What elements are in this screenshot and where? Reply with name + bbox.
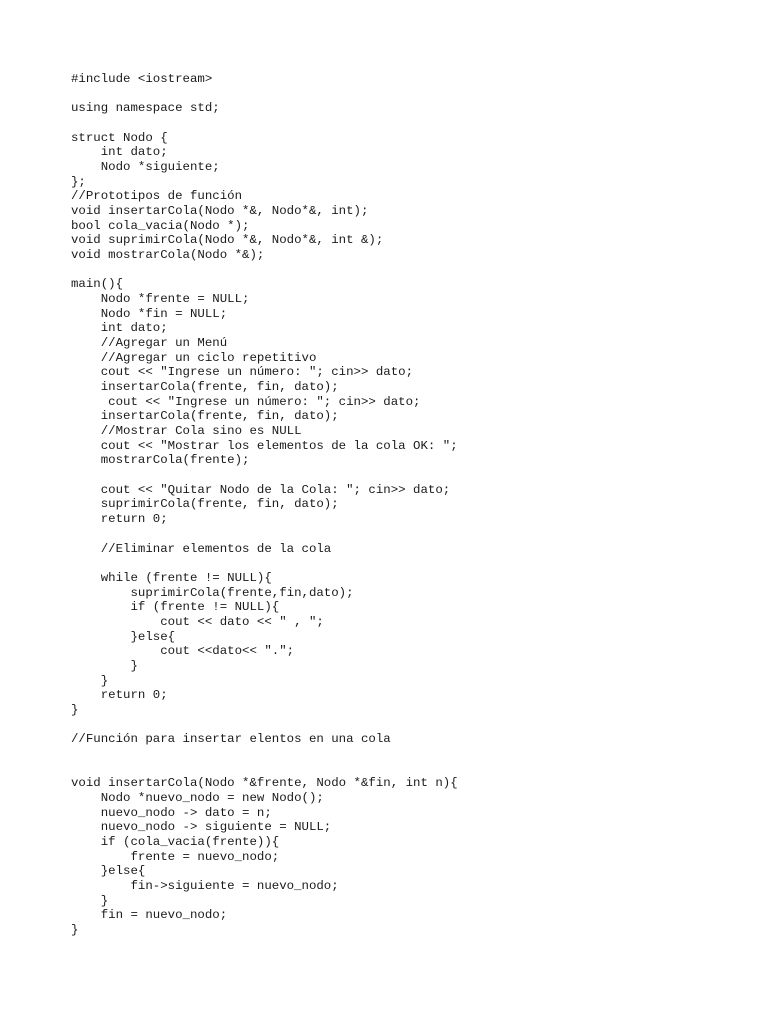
code-line — [71, 87, 458, 102]
code-line — [71, 116, 458, 131]
code-line: struct Nodo { — [71, 130, 168, 145]
code-line: } — [71, 702, 79, 717]
code-line: main(){ — [71, 277, 124, 292]
code-line — [71, 762, 458, 777]
code-line: int dato; — [71, 321, 168, 336]
code-line: insertarCola(frente, fin, dato); — [71, 409, 339, 424]
code-line: //Mostrar Cola sino es NULL — [71, 424, 302, 439]
code-line: } — [71, 893, 109, 908]
code-line: return 0; — [71, 512, 168, 527]
code-line: using namespace std; — [71, 101, 220, 116]
code-line: fin->siguiente = nuevo_nodo; — [71, 878, 339, 893]
code-line: nuevo_nodo -> dato = n; — [71, 805, 272, 820]
code-line: //Agregar un ciclo repetitivo — [71, 350, 317, 365]
code-line: if (cola_vacia(frente)){ — [71, 834, 280, 849]
code-line: //Eliminar elementos de la cola — [71, 541, 332, 556]
code-line: Nodo *frente = NULL; — [71, 292, 250, 307]
code-line — [71, 718, 458, 733]
code-line: Nodo *nuevo_nodo = new Nodo(); — [71, 790, 324, 805]
code-line: } — [71, 922, 79, 937]
code-line: }else{ — [71, 629, 176, 644]
code-line — [71, 468, 458, 483]
code-line: } — [71, 673, 109, 688]
code-line: //Función para insertar elentos en una cola — [71, 732, 391, 747]
code-line: Nodo *fin = NULL; — [71, 306, 228, 321]
code-line: if (frente != NULL){ — [71, 600, 280, 615]
code-line: } — [71, 658, 138, 673]
code-line: }; — [71, 174, 86, 189]
code-line: void insertarCola(Nodo *&frente, Nodo *&fin, int n){ — [71, 776, 458, 791]
code-line — [71, 263, 458, 278]
code-line: //Prototipos de función — [71, 189, 243, 204]
code-line: int dato; — [71, 145, 168, 160]
code-line: void insertarCola(Nodo *&, Nodo*&, int); — [71, 204, 369, 219]
code-listing — [71, 72, 458, 938]
code-line — [71, 556, 458, 571]
code-line: }else{ — [71, 864, 146, 879]
code-line: suprimirCola(frente, fin, dato); — [71, 497, 339, 512]
code-line: #include <iostream> — [71, 72, 213, 86]
code-line: cout << "Ingrese un número: "; cin>> dato; — [71, 365, 414, 380]
code-line: cout << "Mostrar los elementos de la cola OK: "; — [71, 438, 458, 453]
code-line: bool cola_vacia(Nodo *); — [71, 218, 250, 233]
code-line: cout << dato << " , "; — [71, 614, 324, 629]
code-line: //Agregar un Menú — [71, 336, 228, 351]
code-line — [71, 527, 458, 542]
code-line: return 0; — [71, 688, 168, 703]
code-line: nuevo_nodo -> siguiente = NULL; — [71, 820, 332, 835]
code-line: suprimirCola(frente,fin,dato); — [71, 585, 354, 600]
code-line: while (frente != NULL){ — [71, 570, 272, 585]
code-line: void mostrarCola(Nodo *&); — [71, 248, 265, 263]
code-line — [71, 747, 458, 762]
code-line: insertarCola(frente, fin, dato); — [71, 380, 339, 395]
code-line: Nodo *siguiente; — [71, 160, 220, 175]
code-line: fin = nuevo_nodo; — [71, 908, 228, 923]
code-line: cout <<dato<< "."; — [71, 644, 295, 659]
code-line: frente = nuevo_nodo; — [71, 849, 280, 864]
code-line: cout << "Quitar Nodo de la Cola: "; cin>> dato; — [71, 482, 451, 497]
code-line: mostrarCola(frente); — [71, 453, 250, 468]
code-line: void suprimirCola(Nodo *&, Nodo*&, int &); — [71, 233, 384, 248]
code-line: cout << "Ingrese un número: "; cin>> dato; — [71, 394, 421, 409]
